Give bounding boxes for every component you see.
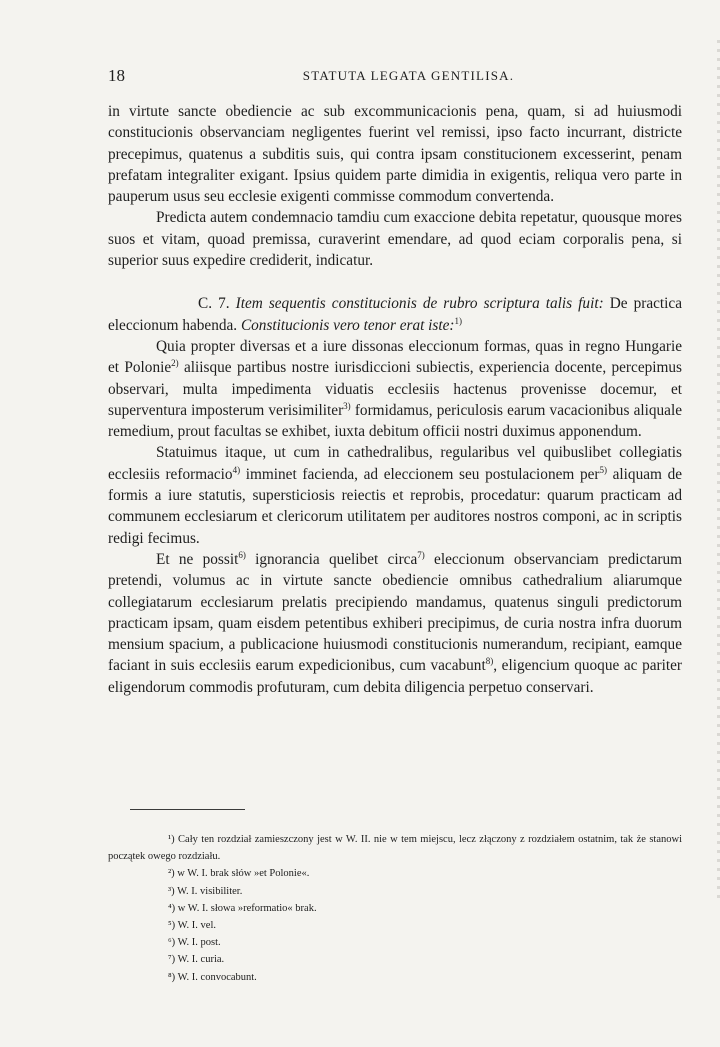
footnote-8: ⁸) W. I. convocabunt. <box>168 971 257 983</box>
paragraph-et-ne-possit: Et ne possit$^{6)}$ ignorancia quelibet circa$^{7)}$ eleccionum observanciam predictarum pretendi, volumus ac in virtute sancte obediencie omnibus cathedralium aliarumque collegiatarum ecclesiarum prelatis precipiendo mandamus, quatenus singuli predictorum practicam ipsam, quam eisdem petentibus exhiberi precipimus, de curia nostra infra duorum mensium spacium, a publicacione huiusmodi constitucionis numerandum, recipiant, eamque faciant in suis ecclesiis earum expedicionibus, cum vacabunt$^{8)}$, eligencium quoque ac pariter eligendorum commodis profuturam, cum debita diligencia perpetuo conservari. <box>108 549 683 696</box>
footnote-ref: 2) <box>171 358 179 369</box>
running-title: STATUTA LEGATA GENTILISA. <box>302 68 515 83</box>
main-text <box>108 101 682 698</box>
footnote-1: ¹) Cały ten rozdział zamieszczony jest w W. II. nie w tem miejscu, lecz złączony z rozdziałem ostatnim, tak że stanowi początek owego rozdziału. <box>108 834 682 863</box>
footnote-4: ⁴) w W. I. słowa »reformatio« brak. <box>168 902 317 914</box>
footnote-ref: 4) <box>232 464 241 475</box>
footnotes <box>108 831 682 986</box>
footnote-5: ⁵) W. I. vel. <box>168 920 216 932</box>
footnote-3: ³) W. I. visibiliter. <box>168 885 243 897</box>
footnote-7: ⁷) W. I. curia. <box>168 954 225 966</box>
page-header <box>108 66 691 88</box>
paragraph-continuation: in virtute sancte obediencie ac sub excommunicacionis pena, quam, si ad huiusmodi constitucionis observanciam negligentes fuerint vel remissi, ipso facto incurrant, districte precepimus, quatenus a subditis suis, qui contra ipsam constitucionem excesserint, penam prefatam integraliter exigant. Ipsius quidem parte dimidia in exigentis, reliqua vero parte in pauperum usus seu ecclesie exigenti commisse commodum convertenda. <box>108 103 682 206</box>
chapter-heading <box>108 293 682 336</box>
footnote-divider <box>130 809 245 810</box>
chapter-number: C. 7. <box>198 295 230 313</box>
chapter-tail: Constitucionis vero tenor erat iste: <box>240 316 455 334</box>
footnote-ref: 8) <box>485 656 494 667</box>
footnote-ref: 1) <box>454 315 463 326</box>
footnote-ref: 7) <box>417 549 425 560</box>
paragraph-statuimus: Statuimus itaque, ut cum in cathedralibus, regularibus vel quibuslibet collegiatis ecclesiis reformacio$^{4)}$ imminet facienda, ad eleccionem seu postulacionem per$^{5)}$ aliquam de formis a iure statutis, supersticiosis reiectis et reprobis, procedatur: quarum practicam ad communem ecclesiarum et clericorum utilitatem per auditores nostros componi, ac in scriptis redigi fecimus. <box>108 444 683 547</box>
paragraph-condemnacio: Predicta autem condemnacio tamdiu cum exaccione debita repetatur, quousque mores suos et vitam, quoad premissa, curaverint emendare, ad quod eciam corporalis pena, si superior suus expedire crediderit, indicatur. <box>108 209 682 270</box>
footnote-ref: 3) <box>343 400 351 411</box>
footnote-2: ²) w W. I. brak słów »et Polonie«. <box>168 868 310 880</box>
page-number: 18 <box>108 66 125 85</box>
footnote-6: ⁶) W. I. post. <box>168 937 221 949</box>
chapter-title: De practica eleccionum habenda. <box>108 295 683 334</box>
footnote-ref: 5) <box>599 464 607 475</box>
paragraph-quia: Quia propter diversas et a iure dissonas eleccionum formas, quas in regno Hungarie et Polonie$^{2)}$ aliisque partibus nostre iurisdiccioni subiectis, experiencia docente, percepimus observari, multa impedimenta viduatis ecclesiis hactenus provenisse docemur, et superventura imposterum verisimiliter$^{3)}$ formidamus, periculosis earum vacacionibus aliquale remedium, prout facultas se exhibet, iuxta debitum officii nostri duximus apponendum. <box>108 337 683 441</box>
chapter-lead: Item sequentis constitucionis de rubro scriptura talis fuit: <box>235 295 604 313</box>
footnote-ref: 6) <box>238 549 246 560</box>
